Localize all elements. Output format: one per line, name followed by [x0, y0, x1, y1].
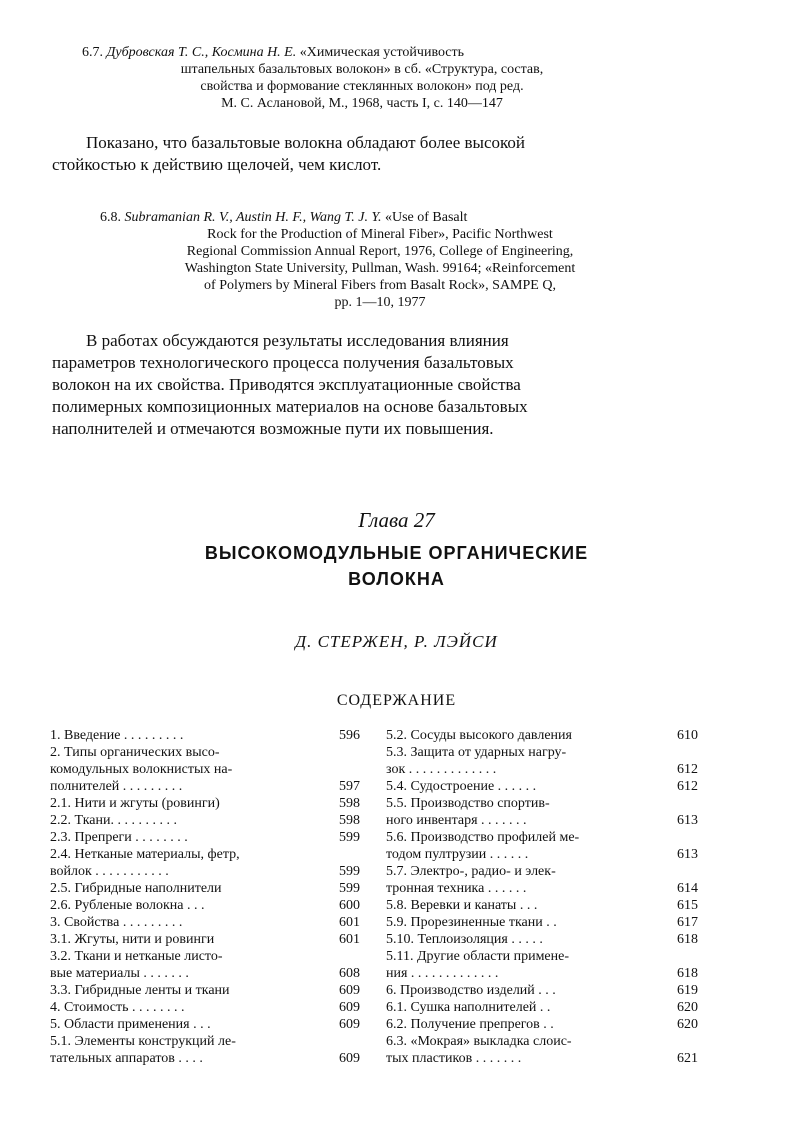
toc-entry-title-line: 5.5. Производство спортив- — [386, 796, 550, 811]
toc-entry — [386, 897, 698, 914]
toc-entry-title-line: 6.1. Сушка наполнителей . . — [386, 1000, 551, 1015]
chapter-title-line: ВЫСОКОМОДУЛЬНЫЕ ОРГАНИЧЕСКИЕ — [204, 543, 589, 563]
toc-entry-page: 598 — [339, 813, 360, 828]
toc-entry — [386, 982, 698, 999]
toc-entry — [50, 1016, 360, 1033]
toc-entry — [50, 1033, 360, 1067]
reference-text-line: свойства и формование стеклянных волокон» под ред. — [200, 79, 524, 94]
toc-entry — [50, 744, 360, 795]
toc-entry-title — [386, 1033, 664, 1067]
toc-entry-title-line: 5.11. Другие области примене- — [386, 949, 570, 964]
toc-entry-page: 612 — [677, 779, 698, 794]
toc-right-column — [386, 727, 698, 1067]
toc-entry-page: 620 — [677, 1000, 698, 1015]
toc-entry-page: 618 — [677, 932, 698, 947]
toc-entry-title — [50, 914, 326, 931]
reference-6-7 — [82, 44, 642, 112]
toc-entry-page: 600 — [339, 898, 360, 913]
reference-text-line: pp. 1—10, 1977 — [334, 295, 426, 310]
toc-entry-title — [386, 778, 664, 795]
toc-entry-title-line: 5.4. Судостроение . . . . . . — [386, 779, 537, 794]
toc-entry-page: 609 — [339, 1051, 360, 1066]
reference-text-line: М. С. Аслановой, М., 1968, часть I, с. 140—147 — [221, 96, 503, 111]
toc-entry-title-line: ния . . . . . . . . . . . . . — [386, 966, 499, 981]
toc-entry-page: 599 — [339, 864, 360, 879]
reference-text-line: «Use of Basalt — [384, 210, 468, 225]
toc-entry — [386, 795, 698, 829]
toc-entry-title — [50, 948, 326, 982]
toc-entry-title-line: 2.3. Препреги . . . . . . . . — [50, 830, 188, 845]
toc-entry-title — [386, 999, 664, 1016]
toc-entry-title-line: полнителей . . . . . . . . . — [50, 779, 183, 794]
abstract-paragraph-1 — [52, 132, 692, 176]
toc-entry-page: 614 — [677, 881, 698, 896]
toc-entry-title-line: 6.2. Получение препрегов . . — [386, 1017, 554, 1032]
reference-6-8 — [100, 209, 660, 311]
toc-entry-page: 601 — [339, 932, 360, 947]
toc-entry — [50, 880, 360, 897]
toc-entry-title — [50, 931, 326, 948]
toc-entry-title-line: тых пластиков . . . . . . . — [386, 1051, 522, 1066]
toc-entry-page: 599 — [339, 830, 360, 845]
reference-text-line: Regional Commission Annual Report, 1976, College of Engineering, — [186, 244, 574, 259]
toc-entry-title-line: 2.2. Ткани. . . . . . . . . . — [50, 813, 177, 828]
toc-entry-title-line: 5.3. Защита от ударных нагру- — [386, 745, 567, 760]
toc-entry-title — [386, 744, 664, 778]
toc-entry-title — [50, 1016, 326, 1033]
toc-entry-title-line: 5.1. Элементы конструкций ле- — [50, 1034, 236, 1049]
toc-entry — [50, 812, 360, 829]
toc-entry-title-line: 2.5. Гибридные наполнители — [50, 881, 222, 896]
toc-entry-title — [386, 982, 664, 999]
toc-entry-title-line: ного инвентаря . . . . . . . — [386, 813, 527, 828]
toc-entry-page: 621 — [677, 1051, 698, 1066]
chapter-title — [0, 540, 793, 592]
toc-entry-page: 609 — [339, 983, 360, 998]
toc-entry-page: 609 — [339, 1017, 360, 1032]
toc-entry-page: 597 — [339, 779, 360, 794]
toc-entry-title-line: тодом пултрузии . . . . . . — [386, 847, 529, 862]
toc-entry-page: 617 — [677, 915, 698, 930]
toc-heading: СОДЕРЖАНИЕ — [336, 692, 457, 709]
toc-entry-title — [50, 999, 326, 1016]
chapter-authors: Д. СТЕРЖЕН, Р. ЛЭЙСИ — [295, 632, 498, 651]
toc-entry-title-line: 2.6. Рубленые волокна . . . — [50, 898, 205, 913]
toc-entry-title-line: 2. Типы органических высо- — [50, 745, 220, 760]
toc-entry-title-line: 4. Стоимость . . . . . . . . — [50, 1000, 185, 1015]
toc-entry-title-line: 6.3. «Мокрая» выкладка слоис- — [386, 1034, 572, 1049]
toc-entry-title — [50, 1033, 326, 1067]
toc-entry-title-line: тронная техника . . . . . . — [386, 881, 527, 896]
paragraph-line: полимерных композиционных материалов на основе базальтовых — [52, 397, 528, 416]
toc-entry-title — [50, 897, 326, 914]
toc-entry — [50, 897, 360, 914]
reference-text-line: Washington State University, Pullman, Wash. 99164; «Reinforcement — [184, 261, 576, 276]
toc-entry — [50, 846, 360, 880]
toc-entry — [50, 999, 360, 1016]
toc-entry-page: 596 — [339, 728, 360, 743]
toc-entry — [386, 914, 698, 931]
toc-entry-title — [386, 795, 664, 829]
toc-entry-page: 615 — [677, 898, 698, 913]
toc-entry-title — [386, 948, 664, 982]
toc-entry — [50, 795, 360, 812]
toc-entry-title — [50, 744, 326, 795]
paragraph-line: наполнителей и отмечаются возможные пути их повышения. — [52, 419, 494, 438]
reference-text-line: штапельных базальтовых волокон» в сб. «Структура, состав, — [180, 62, 544, 77]
toc-entry-page: 618 — [677, 966, 698, 981]
toc-entry-title-line: войлок . . . . . . . . . . . — [50, 864, 169, 879]
toc-entry-title — [386, 914, 664, 931]
reference-text-line: of Polymers by Mineral Fibers from Basalt Rock», SAMPE Q, — [204, 278, 556, 293]
toc-entry-page: 620 — [677, 1017, 698, 1032]
toc-entry — [50, 829, 360, 846]
toc-entry — [386, 1016, 698, 1033]
toc-entry — [386, 863, 698, 897]
toc-entry-title-line: вые материалы . . . . . . . — [50, 966, 189, 981]
reference-text-line: «Химическая устойчивость — [299, 45, 465, 60]
reference-authors: Subramanian R. V., Austin H. F., Wang T. J. Y. — [124, 210, 382, 225]
toc-entry — [386, 744, 698, 778]
toc-entry — [50, 931, 360, 948]
abstract-paragraph-2 — [52, 330, 692, 440]
toc-entry-title-line: 3.3. Гибридные ленты и ткани — [50, 983, 230, 998]
toc-entry — [50, 948, 360, 982]
toc-entry-title — [386, 897, 664, 914]
paragraph-line: В работах обсуждаются результаты исследования влияния — [86, 331, 509, 350]
toc-entry-title-line: 3.2. Ткани и нетканые листо- — [50, 949, 223, 964]
toc-entry-page: 609 — [339, 1000, 360, 1015]
toc-entry — [386, 1033, 698, 1067]
toc-entry-title — [50, 880, 326, 897]
toc-entry — [50, 914, 360, 931]
toc-entry-title — [50, 846, 326, 880]
toc-entry-title-line: 5.7. Электро-, радио- и элек- — [386, 864, 556, 879]
toc-entry-title — [386, 931, 664, 948]
toc-entry-title-line: 1. Введение . . . . . . . . . — [50, 728, 184, 743]
toc-entry — [386, 999, 698, 1016]
paragraph-line: Показано, что базальтовые волокна обладают более высокой — [86, 133, 525, 152]
toc-entry-title-line: 5.9. Прорезиненные ткани . . — [386, 915, 557, 930]
toc-entry-page: 598 — [339, 796, 360, 811]
toc-entry-title — [386, 727, 664, 744]
toc-entry-page: 610 — [677, 728, 698, 743]
toc-entry-page: 613 — [677, 847, 698, 862]
toc-entry — [386, 948, 698, 982]
toc-entry-title-line: 3. Свойства . . . . . . . . . — [50, 915, 183, 930]
toc-entry-page: 612 — [677, 762, 698, 777]
toc-entry-title-line: 2.1. Нити и жгуты (ровинги) — [50, 796, 220, 811]
chapter-title-line: ВОЛОКНА — [348, 569, 445, 589]
toc-entry-title — [50, 795, 326, 812]
toc-entry-title-line: 5.6. Производство профилей ме- — [386, 830, 580, 845]
toc-entry-title-line: 6. Производство изделий . . . — [386, 983, 556, 998]
toc-entry-title-line: комодульных волокнистых на- — [50, 762, 233, 777]
toc-entry-page: 613 — [677, 813, 698, 828]
toc-entry — [386, 727, 698, 744]
toc-entry — [386, 829, 698, 863]
toc-entry-title — [50, 982, 326, 999]
reference-number: 6.8. — [100, 210, 121, 225]
toc-entry-page: 601 — [339, 915, 360, 930]
toc-entry-title — [50, 727, 326, 744]
toc-entry-title-line: 5.8. Веревки и канаты . . . — [386, 898, 538, 913]
toc-entry — [50, 727, 360, 744]
chapter-number: Глава 27 — [358, 508, 435, 532]
reference-text-line: Rock for the Production of Mineral Fiber», Pacific Northwest — [207, 227, 553, 242]
toc-entry-title — [50, 829, 326, 846]
paragraph-line: стойкостью к действию щелочей, чем кислот. — [52, 155, 382, 174]
toc-entry-title — [386, 829, 664, 863]
reference-number: 6.7. — [82, 45, 103, 60]
toc-entry-page: 608 — [339, 966, 360, 981]
toc-left-column — [50, 727, 360, 1067]
toc-entry — [50, 982, 360, 999]
paragraph-line: волокон на их свойства. Приводятся эксплуатационные свойства — [52, 375, 521, 394]
toc-entry-title-line: тательных аппаратов . . . . — [50, 1051, 203, 1066]
toc-entry-title-line: зок . . . . . . . . . . . . . — [386, 762, 497, 777]
toc-entry-page: 599 — [339, 881, 360, 896]
toc-entry — [386, 778, 698, 795]
toc-entry-title-line: 3.1. Жгуты, нити и ровинги — [50, 932, 215, 947]
toc-entry-title — [50, 812, 326, 829]
toc-entry-title-line: 5.10. Теплоизоляция . . . . . — [386, 932, 543, 947]
toc-entry-title-line: 5. Области применения . . . — [50, 1017, 211, 1032]
reference-authors: Дубровская Т. С., Космина Н. Е. — [106, 45, 297, 60]
toc-entry-title-line: 2.4. Нетканые материалы, фетр, — [50, 847, 240, 862]
toc-entry — [386, 931, 698, 948]
toc-entry-title — [386, 863, 664, 897]
toc-entry-page: 619 — [677, 983, 698, 998]
toc-entry-title-line: 5.2. Сосуды высокого давления — [386, 728, 572, 743]
toc-entry-title — [386, 1016, 664, 1033]
paragraph-line: параметров технологического процесса получения базальтовых — [52, 353, 514, 372]
